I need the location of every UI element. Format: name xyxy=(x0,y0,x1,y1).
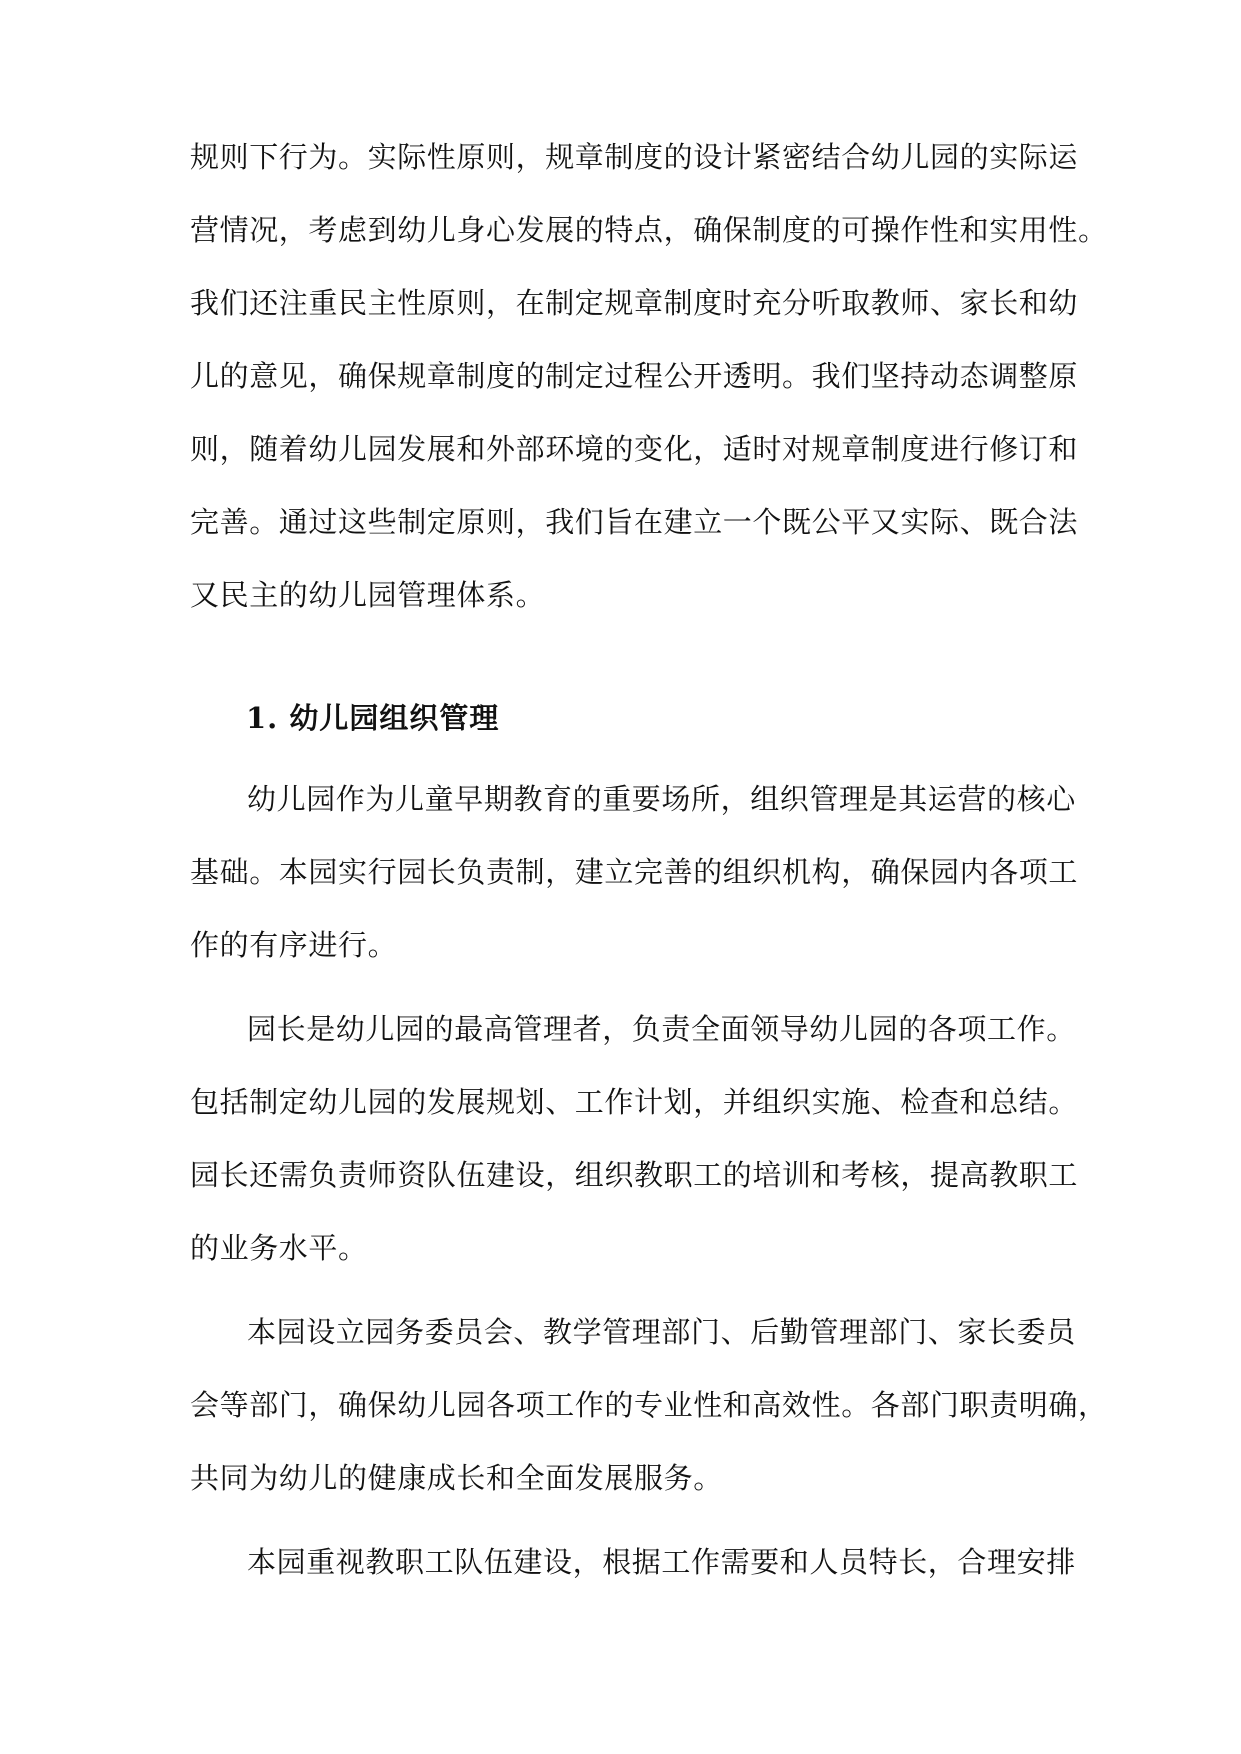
text-line: 共同为幼儿的健康成长和全面发展服务。 xyxy=(190,1461,723,1495)
text-line: 作的有序进行。 xyxy=(190,928,398,962)
section-heading: 1. 幼儿园组织管理 xyxy=(246,701,500,735)
text-line: 园长是幼儿园的最高管理者，负责全面领导幼儿园的各项工作。 xyxy=(247,1012,1076,1046)
text-line: 的业务水平。 xyxy=(190,1231,368,1265)
text-line: 包括制定幼儿园的发展规划、工作计划，并组织实施、检查和总结。 xyxy=(190,1085,1079,1119)
text-line: 会等部门，确保幼儿园各项工作的专业性和高效性。各部门职责明确， xyxy=(190,1388,1108,1422)
text-line: 又民主的幼儿园管理体系。 xyxy=(190,578,546,612)
text-line: 营情况，考虑到幼儿身心发展的特点，确保制度的可操作性和实用性。 xyxy=(190,213,1108,247)
text-line: 完善。通过这些制定原则，我们旨在建立一个既公平又实际、既合法 xyxy=(190,505,1079,539)
text-line: 园长还需负责师资队伍建设，组织教职工的培训和考核，提高教职工 xyxy=(190,1158,1079,1192)
text-line: 本园设立园务委员会、教学管理部门、后勤管理部门、家长委员 xyxy=(247,1315,1076,1349)
text-line: 我们还注重民主性原则，在制定规章制度时充分听取教师、家长和幼 xyxy=(190,286,1079,320)
text-line: 本园重视教职工队伍建设，根据工作需要和人员特长，合理安排 xyxy=(247,1545,1076,1579)
text-line: 则，随着幼儿园发展和外部环境的变化，适时对规章制度进行修订和 xyxy=(190,432,1079,466)
text-line: 儿的意见，确保规章制度的制定过程公开透明。我们坚持动态调整原 xyxy=(190,359,1079,393)
text-line: 规则下行为。实际性原则，规章制度的设计紧密结合幼儿园的实际运 xyxy=(190,140,1079,174)
text-line: 幼儿园作为儿童早期教育的重要场所，组织管理是其运营的核心 xyxy=(247,782,1076,816)
text-line: 基础。本园实行园长负责制，建立完善的组织机构，确保园内各项工 xyxy=(190,855,1079,889)
